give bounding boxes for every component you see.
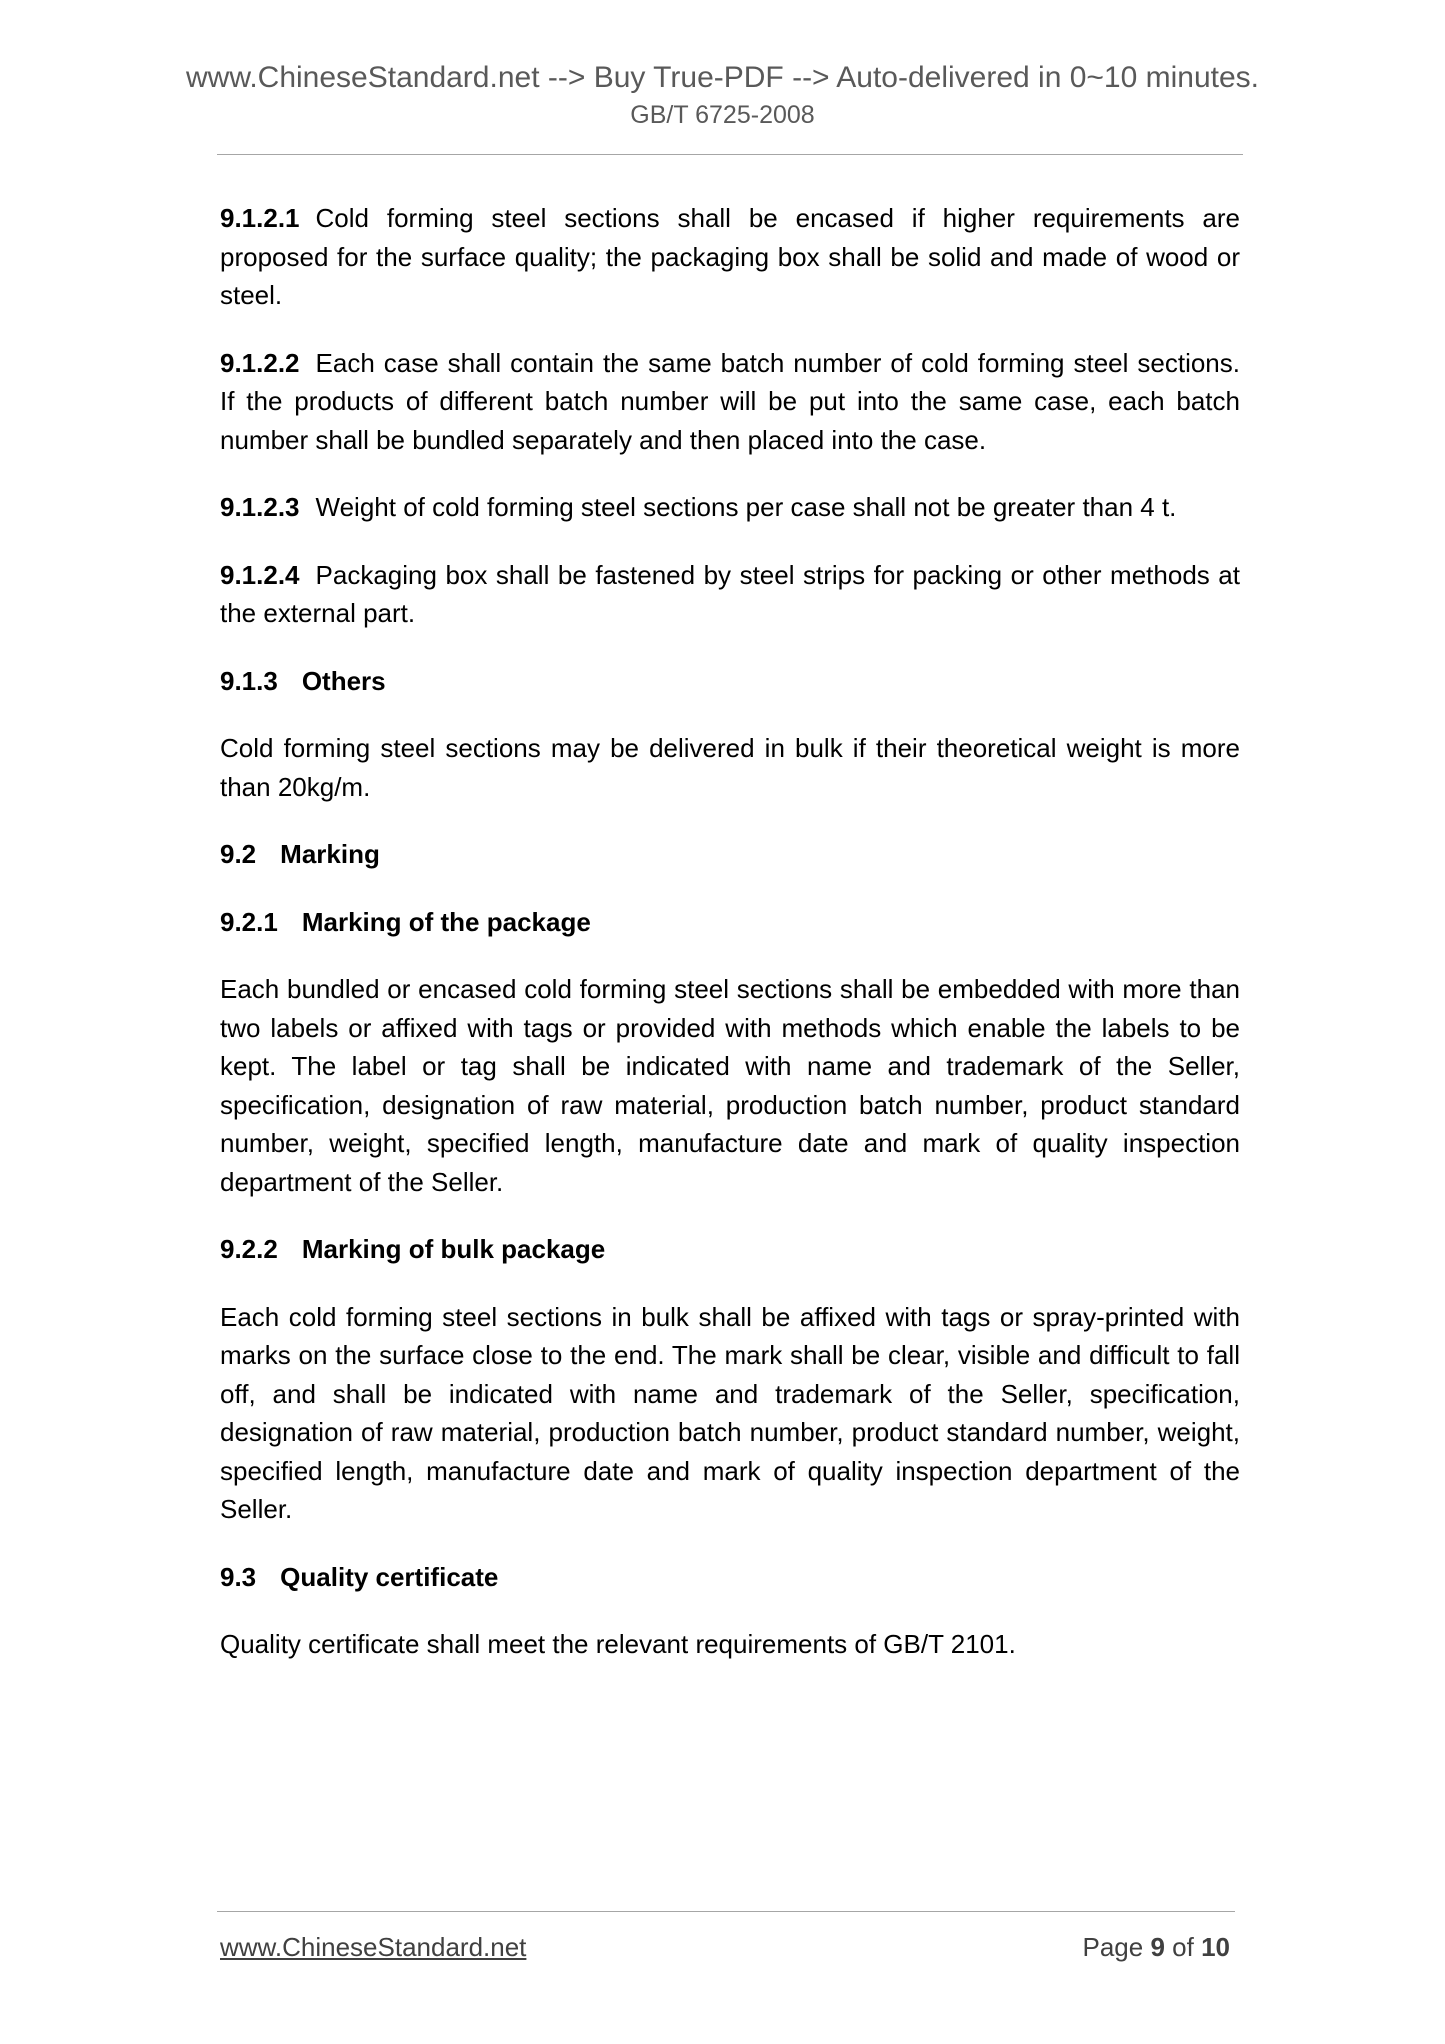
page-current: 9	[1150, 1932, 1165, 1962]
clause-text: Packaging box shall be fastened by steel strips for packing or other methods at the external part.	[220, 559, 1240, 628]
heading-title: Marking	[280, 839, 380, 869]
header-doc-number: GB/T 6725-2008	[630, 101, 815, 129]
clause-9-2-1-text: Each bundled or encased cold forming steel sections shall be embedded with more than two labels or affixed with tags or provided with methods which enable the labels to be kept. The label or tag shall be indicated with name and trademark of the Seller, specification, designation of raw material, production batch number, product standard number, weight, specified length, manufacture date and mark of quality inspection department of the Seller.	[220, 974, 1240, 1197]
clause-text: Each case shall contain the same batch number of cold forming steel sections. If the products of different batch number will be put into the same case, each batch number shall be bundled separately and then placed into the case.	[220, 347, 1240, 455]
heading-9-3	[220, 1558, 1240, 1597]
header-divider	[217, 154, 1243, 155]
page-of: of	[1172, 1932, 1194, 1962]
heading-title: Quality certificate	[280, 1561, 499, 1592]
page-label: Page	[1082, 1932, 1144, 1962]
heading-9-2	[220, 835, 1240, 874]
heading-number: 9.2.2	[220, 1234, 278, 1264]
clause-text: Cold forming steel sections shall be encased if higher requirements are proposed for the surface quality; the packaging box shall be solid and made of wood or steel.	[220, 203, 1240, 310]
clause-9-1-2-2	[220, 344, 1240, 460]
clause-9-2-2-text: Each cold forming steel sections in bulk shall be affixed with tags or spray-printed with marks on the surface close to the end. The mark shall be clear, visible and difficult to fall off, and shall be indicated with name and trademark of the Seller, specification, designation of raw material, production batch number, product standard number, weight, specified length, manufacture date and mark of quality inspection department of the Seller.	[220, 1301, 1240, 1524]
heading-number: 9.1.3	[220, 665, 278, 696]
footer-website-link[interactable]: www.ChineseStandard.net	[220, 1932, 527, 1962]
clause-number: 9.1.2.4	[220, 559, 300, 590]
heading-title: Marking of bulk package	[301, 1234, 606, 1264]
heading-number: 9.3	[220, 1561, 257, 1592]
clause-number: 9.1.2.3	[220, 492, 300, 522]
heading-9-2-1	[220, 903, 1240, 942]
clause-9-3-text: Quality certificate shall meet the relevant requirements of GB/T 2101.	[220, 1629, 1016, 1659]
document-body	[220, 199, 1240, 1693]
heading-9-1-3	[220, 662, 1240, 701]
page-total: 10	[1201, 1932, 1230, 1962]
clause-number: 9.1.2.2	[220, 347, 300, 378]
heading-number: 9.2.1	[220, 906, 278, 937]
header-banner[interactable]: www.ChineseStandard.net --> Buy True-PDF --> Auto-delivered in 0~10 minutes.	[185, 61, 1260, 94]
clause-9-1-3-text: Cold forming steel sections may be delivered in bulk if their theoretical weight is more than 20kg/m.	[220, 733, 1240, 802]
clause-9-1-2-3	[220, 488, 1240, 527]
heading-number: 9.2	[220, 839, 257, 869]
heading-title: Others	[301, 665, 386, 696]
page-indicator	[1082, 1929, 1230, 1965]
heading-9-2-2	[220, 1230, 1240, 1269]
page-header	[0, 58, 1445, 132]
clause-text: Weight of cold forming steel sections per case shall not be greater than 4 t.	[315, 492, 1177, 522]
clause-9-1-2-4	[220, 556, 1240, 633]
heading-title: Marking of the package	[301, 906, 591, 937]
clause-9-1-2-1	[220, 199, 1240, 315]
footer-divider	[217, 1911, 1235, 1912]
clause-number: 9.1.2.1	[220, 203, 300, 233]
